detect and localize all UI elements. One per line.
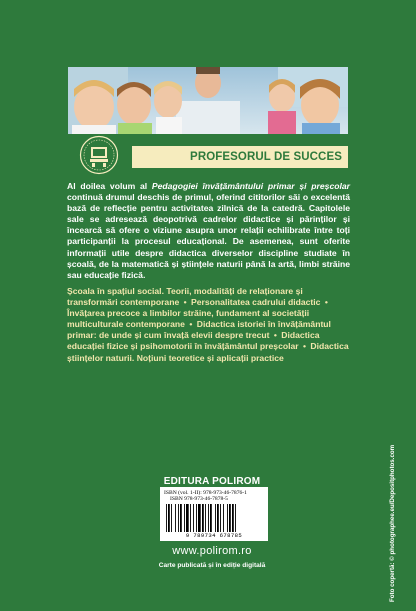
barcode-number: 9 789734 678785 (185, 532, 243, 539)
barcode-bar (184, 504, 185, 532)
barcode-bar (205, 504, 206, 532)
photo-credit-text: Foto copertă: © photographee.eu/Depositphotos.com (389, 444, 396, 602)
barcode-bar (235, 504, 236, 532)
digital-edition-note: Carte publicată și în ediție digitală (158, 562, 266, 569)
barcode-bar (210, 504, 212, 532)
barcode-bar (215, 504, 216, 532)
contents-item: Personalitatea cadrului didactic (191, 297, 321, 308)
book-description (67, 181, 350, 281)
barcode-bar (202, 504, 204, 532)
barcode-bar (178, 504, 179, 532)
barcode-bar (196, 504, 197, 532)
barcode-bar (193, 504, 194, 532)
contents-item: Didactica științelor naturii. Noțiuni teoretice și aplicații practice (67, 341, 349, 363)
barcode-bar (166, 504, 167, 532)
publisher-name: EDITURA POLIROM (163, 476, 261, 487)
contents-separator: • (273, 330, 277, 341)
description-lead: Al doilea volum al (67, 181, 152, 191)
contents-item: Școala în spațiul social. Teorii, modalități de relaționare și transformări contemporane (67, 286, 303, 308)
barcode-bar (223, 504, 224, 532)
isbn-volume: ISBN 978-973-46-7878-5 (170, 496, 228, 503)
barcode-bar (232, 504, 234, 532)
isbn-set: ISBN (vol. 1-II): 978-973-46-7876-1 (164, 490, 247, 496)
contents-separator: • (303, 341, 307, 352)
barcode-bar (175, 504, 176, 532)
barcode-bars (164, 504, 264, 532)
contents-separator: • (189, 319, 193, 330)
contents-separator: • (324, 297, 328, 308)
publisher-website: www.polirom.ro (172, 545, 252, 557)
barcode-bar (220, 504, 221, 532)
description-book-title: Pedagogiei învățământului primar și preșcolar (151, 181, 350, 191)
contents-item: Didactica istoriei în învățământul primar: de unde și cum învață elevii despre trecut (67, 319, 331, 341)
barcode-bar (229, 504, 231, 532)
barcode-bar (227, 504, 228, 532)
barcode-bar (180, 504, 182, 532)
barcode-bar (198, 504, 201, 532)
barcode-bar (208, 504, 209, 532)
isbn-barcode-box (160, 487, 268, 541)
barcode-bar (186, 504, 189, 532)
cover-photo-children-classroom (68, 67, 348, 134)
contents-separator: • (183, 297, 187, 308)
series-title: PROFESORUL DE SUCCES (190, 151, 342, 163)
photo-credit (388, 402, 402, 602)
series-emblem-icon (79, 135, 119, 175)
barcode-bar (168, 504, 170, 532)
series-title-bar (132, 146, 348, 168)
barcode-bar (190, 504, 191, 532)
contents-item: Învățarea precoce a limbilor străine, fundament al societății multiculturale contemporane (67, 308, 310, 330)
barcode-bar (171, 504, 172, 532)
contents-item: Didactica educației fizice și psihomotorii în învățământul preșcolar (67, 330, 320, 352)
description-body: continuă drumul deschis de primul, oferind cititorilor săi o excelentă bază de reflecție pentru activitatea zilnică de la catedră. Capitolele sale se adresează deopotrivă cadrelor didactice și părinților și încearcă să ofere o viziune asupra unor relații echilibrate între toți participanții la procesul educațional. De asemenea, sunt oferite informații utile despre didactica diverselor discipline studiate în școală, de la matematică și științele naturii până la artă, limbi străine sau educație fizică. (67, 192, 350, 280)
contents-list (67, 286, 350, 364)
barcode-bar (217, 504, 219, 532)
